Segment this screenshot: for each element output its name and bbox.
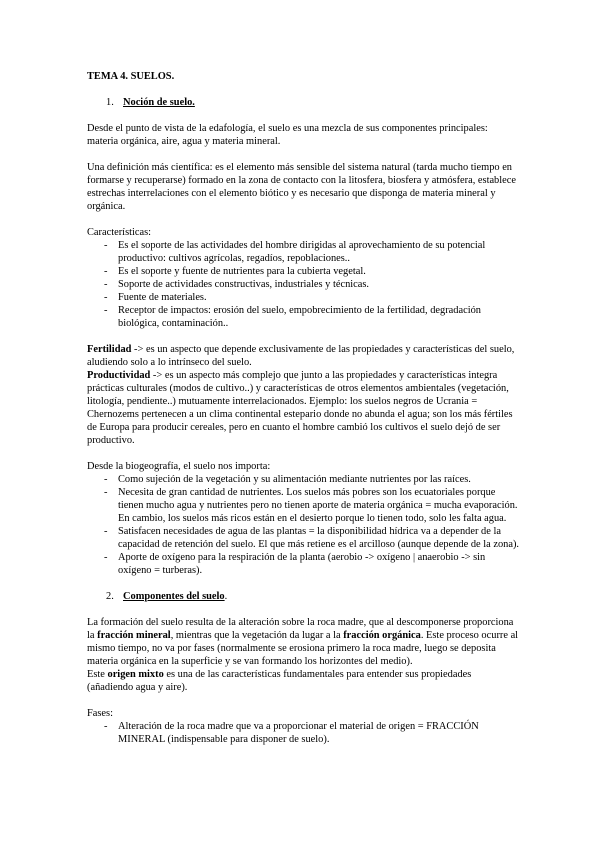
list-item: - Es el soporte de las actividades del hombre dirigidas al aprovechamiento de su potencial productivo: cultivos agrícolas, regadíos, repoblaciones.. (87, 239, 519, 265)
list-item: - Necesita de gran cantidad de nutrientes. Los suelos más pobres son los ecuatoriales porque tienen mucho agua y nutrientes pero no tienen aporte de materia orgánica = mucha evaporación. En cambio, los suelos más ricos están en el desierto porque lo tienen todo, solo les falta agua. (87, 486, 519, 525)
paragraph-fertilidad (87, 343, 519, 369)
paragraph-definicion: Una definición más científica: es el elemento más sensible del sistema natural (tarda mucho tiempo en formarse y recuperarse) formado en la zona de contacto con la litosfera, biosfera y atmósfera, establece estrechas interrelaciones con el elemento biótico y es necesario que disponga de materia mineral y orgánica. (87, 162, 516, 212)
formacion-text-3: . Este proceso ocurre al mismo tiempo, no va por fases (normalmente se erosiona primero la roca madre, luego se deposita materia orgánica en la superficie y se van formando los horizontes del medio). (87, 630, 519, 667)
origen-text-1: Este (87, 669, 108, 680)
fases-label: Fases: (87, 708, 113, 719)
list-item: - Aporte de oxígeno para la respiración de la planta (aerobio -> oxígeno | anaerobio -> sin oxígeno = turberas). (87, 551, 519, 577)
section-number: 1. (106, 97, 114, 108)
origen-text-2: es una de las características fundamentales para entender sus propiedades (añadiendo agua y aire). (87, 669, 472, 693)
biogeografia-label: Desde la biogeografía, el suelo nos importa: (87, 461, 271, 472)
list-item: - Receptor de impactos: erosión del suelo, empobrecimiento de la fertilidad, degradación biológica, contaminación.. (87, 304, 519, 330)
paragraph-origen (87, 668, 519, 694)
section-1-heading (87, 96, 519, 109)
document-page (87, 70, 519, 746)
list-item: - Como sujeción de la vegetación y su alimentación mediante nutrientes por las raíces. (87, 473, 519, 486)
caracteristicas-list (87, 239, 519, 330)
list-item: - Es el soporte y fuente de nutrientes para la cubierta vegetal. (87, 265, 519, 278)
term-fraccion-organica: fracción orgánica (343, 630, 421, 641)
fertilidad-text: -> es un aspecto que depende exclusivamente de las propiedades y características del suelo, aludiendo solo a lo intrínseco del suelo. (87, 344, 515, 368)
biogeografia-list (87, 473, 519, 577)
formacion-text-1: La formación del suelo resulta de la alteración sobre la roca madre, que al descomponerse proporciona la (87, 617, 514, 641)
formacion-text-2: , mientras que la vegetación da lugar a la (170, 630, 344, 641)
paragraph-productividad (87, 369, 519, 447)
term-fertilidad: Fertilidad (87, 344, 132, 355)
term-fraccion-mineral: fracción mineral (97, 630, 171, 641)
list-item: - Fuente de materiales. (87, 291, 519, 304)
paragraph-formacion (87, 616, 519, 668)
section-title: Componentes del suelo (123, 591, 225, 602)
caracteristicas-label: Características: (87, 227, 152, 238)
fases-list (87, 720, 519, 746)
list-item: - Satisfacen necesidades de agua de las plantas = la disponibilidad hídrica va a depender de la capacidad de retención del suelo. El que más retiene es el arcilloso (aunque depende de la zona). (87, 525, 519, 551)
document-title: TEMA 4. SUELOS. (87, 71, 175, 82)
term-productividad: Productividad (87, 370, 151, 381)
productividad-text: -> es un aspecto más complejo que junto a las propiedades y características integra prácticas culturales (modos de cultivo..) y características de otros elementos ambientales (vegetación, litología, pendiente..) mutuamente interrelacionados. Ejemplo: los suelos negros de Ucrania = Chernozems pertenecen a un clima continental estepario donde no abunda el agua; son los más fértiles de Europa para producir cereales, pero en cuanto el hombre cambió los cultivos el suelo dejó de ser productivo. (87, 370, 513, 446)
paragraph-edafologia: Desde el punto de vista de la edafología, el suelo es una mezcla de sus componentes principales: materia orgánica, aire, agua y materia mineral. (87, 123, 488, 147)
section-title-period: . (224, 591, 228, 602)
section-title: Noción de suelo. (123, 97, 195, 108)
list-item: - Alteración de la roca madre que va a proporcionar el material de origen = FRACCIÓN MINERAL (indispensable para disponer de suelo). (87, 720, 519, 746)
section-2-heading (87, 590, 519, 603)
list-item: - Soporte de actividades constructivas, industriales y técnicas. (87, 278, 519, 291)
section-number: 2. (106, 591, 114, 602)
term-origen-mixto: origen mixto (107, 669, 164, 680)
